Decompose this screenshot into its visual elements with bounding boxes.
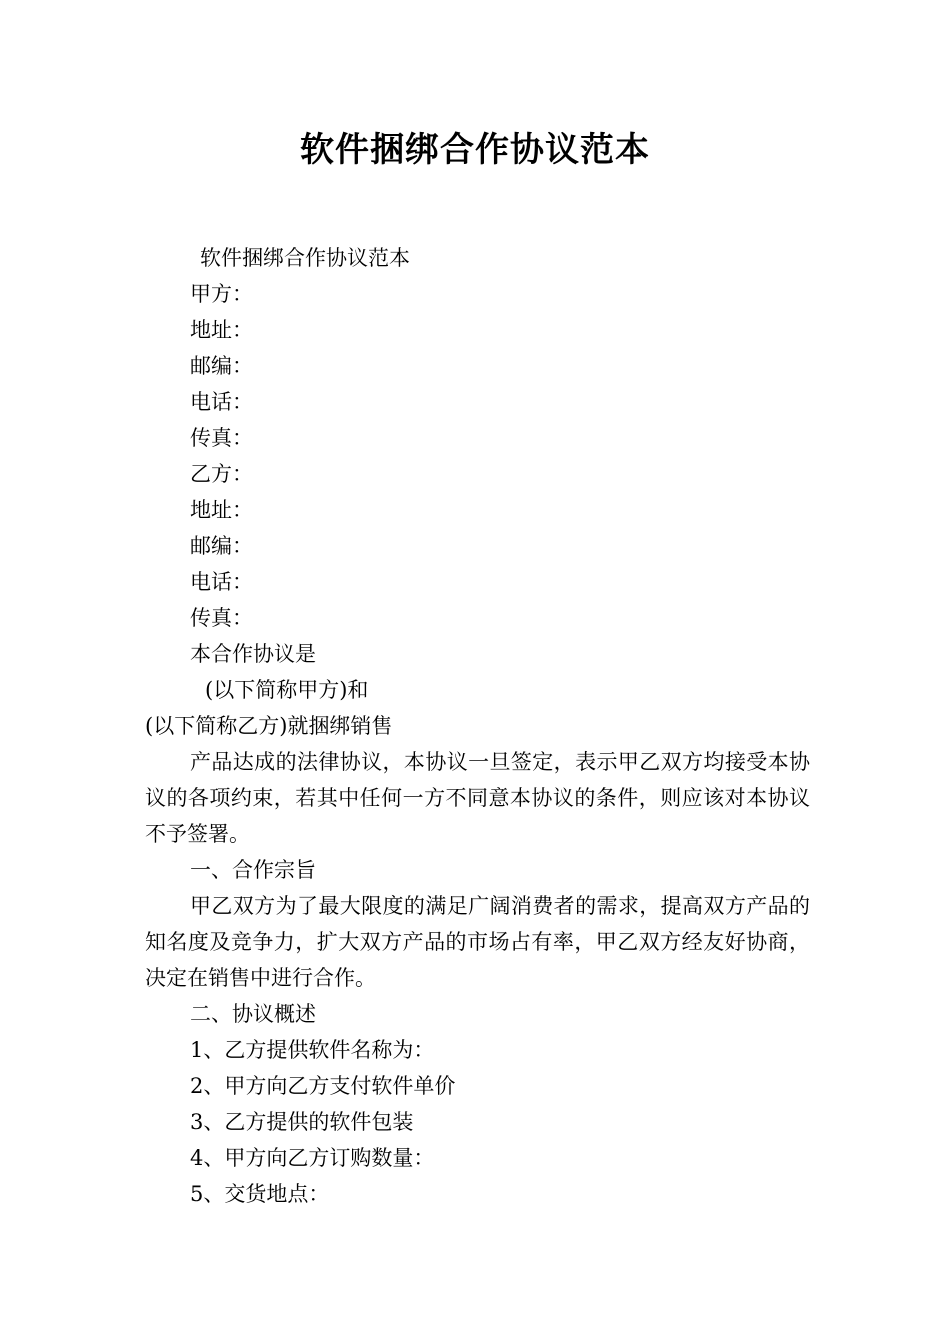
list-item: 4、甲方向乙方订购数量： — [190, 1146, 435, 1170]
party-a-label: 甲方： — [190, 282, 253, 306]
party-b-phone: 电话： — [190, 570, 253, 594]
intro-paragraph: 产品达成的法律协议，本协议一旦签定，表示甲乙双方均接受本协议的各项约束，若其中任何一方不同意本协议的条件，则应该对本协议不予签署。 — [145, 750, 810, 846]
party-b-fax: 传真： — [190, 606, 253, 630]
party-a-address: 地址： — [190, 318, 253, 342]
party-b-postcode: 邮编： — [190, 534, 253, 558]
document-subtitle: 软件捆绑合作协议范本 — [200, 246, 410, 270]
party-a-fax: 传真： — [190, 426, 253, 450]
list-item: 5、交货地点： — [190, 1182, 330, 1206]
page-title: 软件捆绑合作协议范本 — [300, 130, 650, 170]
party-b-label: 乙方： — [190, 462, 253, 486]
intro-line-1: 本合作协议是 — [190, 642, 316, 666]
party-a-phone: 电话： — [190, 390, 253, 414]
list-item: 1、乙方提供软件名称为： — [190, 1038, 435, 1062]
section-2-heading: 二、协议概述 — [190, 1002, 316, 1026]
section-1-heading: 一、合作宗旨 — [190, 858, 316, 882]
party-a-postcode: 邮编： — [190, 354, 253, 378]
intro-line-2: (以下简称甲方)和 — [205, 678, 369, 702]
list-item: 2、甲方向乙方支付软件单价 — [190, 1074, 456, 1098]
intro-line-3: (以下简称乙方)就捆绑销售 — [145, 714, 393, 738]
section-1-paragraph: 甲乙双方为了最大限度的满足广阔消费者的需求，提高双方产品的知名度及竞争力，扩大双方产品的市场占有率，甲乙双方经友好协商，决定在销售中进行合作。 — [145, 894, 810, 990]
party-b-address: 地址： — [190, 498, 253, 522]
list-item: 3、乙方提供的软件包装 — [190, 1110, 414, 1134]
document-body — [145, 240, 810, 1212]
